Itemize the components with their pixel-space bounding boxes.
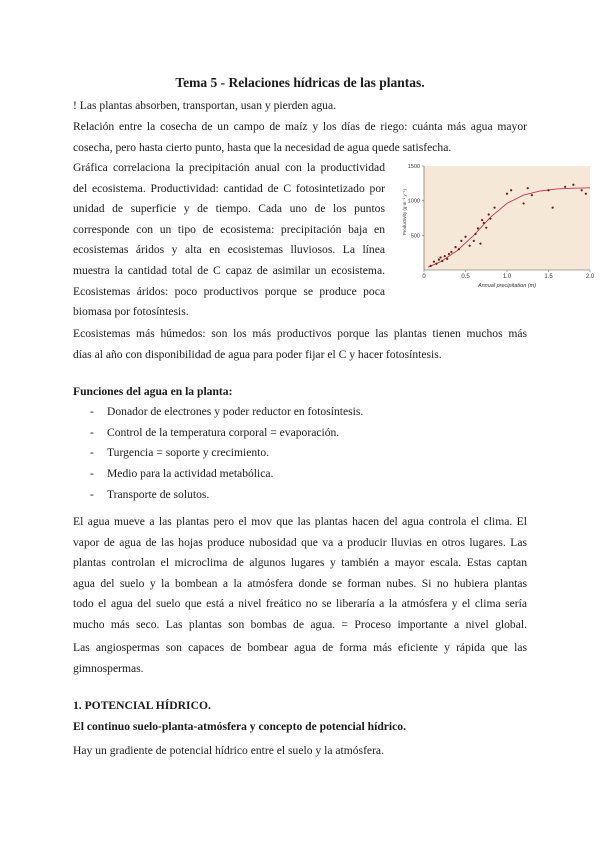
y-tick-label: 1000 — [407, 198, 420, 205]
data-point — [523, 202, 525, 204]
data-point — [531, 194, 533, 196]
data-point — [493, 207, 495, 209]
climate-line: todo el agua del suelo que está a nivel freático no se liberaría a la atmósfera y el clima sería — [73, 597, 527, 611]
relation-line: cosecha, pero hasta cierto punto, hasta que la necesidad de agua quede satisfecha. — [73, 140, 452, 154]
list-item-text: Medio para la actividad metabólica. — [107, 467, 274, 481]
data-point — [473, 240, 475, 242]
graph-paragraph-line: del ecosistema. Productividad: cantidad de C fotosintetizado por — [73, 181, 385, 195]
x-tick-label: 1.5 — [544, 274, 553, 280]
climate-line: vapor de agua de las hojas produce nubosidad que va a producir lluvias en otros lugares. Las — [73, 535, 527, 549]
data-point — [510, 189, 512, 191]
data-point — [581, 189, 583, 191]
relation-line: Relación entre la cosecha de un campo de maíz y los días de riego: cuánta más agua mayor — [73, 120, 527, 133]
precipitation-productivity-chart — [394, 160, 598, 290]
data-point — [474, 233, 476, 235]
data-point — [446, 258, 448, 260]
bullet-dash: - — [90, 405, 94, 418]
bullet-dash: - — [90, 487, 94, 501]
relation-paragraph — [73, 117, 527, 158]
x-tick-label: 1.0 — [502, 274, 512, 280]
humid-line: Ecosistemas más húmedos: son los más productivos porque las plantas tienen muchos más — [73, 327, 527, 340]
humid-paragraph — [73, 324, 527, 365]
data-point — [483, 222, 485, 224]
data-point — [547, 189, 549, 191]
x-tick-label: 0.5 — [461, 274, 470, 280]
y-tick-label: 1500 — [407, 164, 420, 170]
data-point — [506, 193, 508, 195]
data-point — [585, 193, 587, 195]
y-axis-label: Productivity (g m⁻² y⁻¹) — [402, 188, 407, 236]
y-tick-label: 500 — [410, 233, 420, 240]
graph-paragraph-line: biomasa por fotosíntesis. — [73, 305, 189, 319]
climate-line: El agua mueve a las plantas pero el mov que las plantas hacen del agua controla el clima. El — [73, 515, 527, 528]
list-item-text: Donador de electrones y poder reductor en fotosíntesis. — [107, 405, 364, 418]
data-point — [444, 255, 446, 257]
climate-line: plantas controlan el microclima de algunos lugares y también a mayor escala. Estas captan — [73, 556, 527, 570]
data-point — [430, 265, 432, 267]
climate-line: agua del suelo y la bombean a la atmósfera donde se forman nubes. Si no hubiera plantas — [73, 576, 527, 590]
section-heading: 1. POTENCIAL HÍDRICO. — [73, 699, 211, 712]
graph-paragraph — [73, 158, 385, 323]
list-item — [73, 402, 363, 423]
data-point — [435, 263, 437, 265]
data-point — [460, 240, 462, 242]
graph-paragraph-line: muestra la cantidad total de C capaz de asimilar un ecosistema. — [73, 263, 385, 277]
list-item — [73, 443, 363, 464]
intro-line: ! Las plantas absorben, transportan, usan y pierden agua. — [73, 99, 337, 112]
graph-paragraph-line: corresponde con un tipo de ecosistema: precipitación baja en — [73, 222, 385, 236]
data-point — [481, 219, 483, 221]
data-point — [489, 218, 491, 220]
data-point — [464, 236, 466, 238]
data-point — [469, 245, 471, 247]
x-tick-label: 0 — [422, 274, 426, 280]
data-point — [485, 227, 487, 229]
x-tick-label: 2.0 — [585, 274, 595, 280]
bullet-dash: - — [90, 467, 94, 481]
data-point — [488, 213, 490, 215]
graph-paragraph-line: Gráfica correlaciona la precipitación anual con la productividad — [73, 161, 385, 174]
list-item-text: Transporte de solutos. — [107, 487, 210, 501]
angio-line: Las angiospermas son capaces de bombear agua de forma más eficiente y rápida que las — [73, 641, 527, 654]
data-point — [438, 259, 440, 261]
list-item — [73, 423, 363, 444]
last-line: Hay un gradiente de potencial hídrico entre el suelo y la atmósfera. — [73, 744, 384, 757]
graph-paragraph-line: ecosistemas áridos y alta en ecosistemas lluviosos. La línea — [73, 243, 385, 257]
list-item — [73, 485, 363, 506]
functions-heading: Funciones del agua en la planta: — [73, 385, 233, 398]
climate-paragraph — [73, 512, 527, 636]
angiosperm-paragraph — [73, 638, 527, 679]
data-point — [440, 256, 442, 258]
page-title: Tema 5 - Relaciones hídricas de las plantas. — [175, 75, 425, 90]
data-point — [527, 187, 529, 189]
list-item-text: Turgencia = soporte y crecimiento. — [107, 446, 270, 460]
data-point — [458, 248, 460, 250]
bullet-dash: - — [90, 446, 94, 460]
data-point — [564, 186, 566, 188]
x-axis-label: Annual precipitation (m) — [477, 283, 537, 289]
bullet-dash: - — [90, 425, 94, 439]
data-point — [477, 227, 479, 229]
functions-list — [73, 402, 363, 505]
list-item — [73, 464, 363, 485]
data-point — [448, 253, 450, 255]
data-point — [454, 246, 456, 248]
graph-paragraph-line: Ecosistemas áridos: poco productivos porque se produce poca — [73, 284, 385, 298]
data-point — [479, 243, 481, 245]
humid-line: días al año con disponibilidad de agua para poder fijar el C y hacer fotosíntesis. — [73, 347, 442, 361]
subsection-heading: El continuo suelo-planta-atmósfera y concepto de potencial hídrico. — [73, 720, 406, 733]
climate-line: mucho más seco. Las plantas son bombas de agua. = Proceso importante a nivel global. — [73, 617, 527, 631]
angio-line: gimnospermas. — [73, 661, 144, 675]
list-item-text: Control de la temperatura corporal = evaporación. — [107, 425, 340, 439]
data-point — [552, 207, 554, 209]
data-point — [450, 251, 452, 253]
data-point — [572, 184, 574, 186]
graph-paragraph-line: unidad de superficie y de tiempo. Cada uno de los puntos — [73, 202, 385, 216]
data-point — [433, 261, 435, 263]
data-point — [441, 260, 443, 262]
